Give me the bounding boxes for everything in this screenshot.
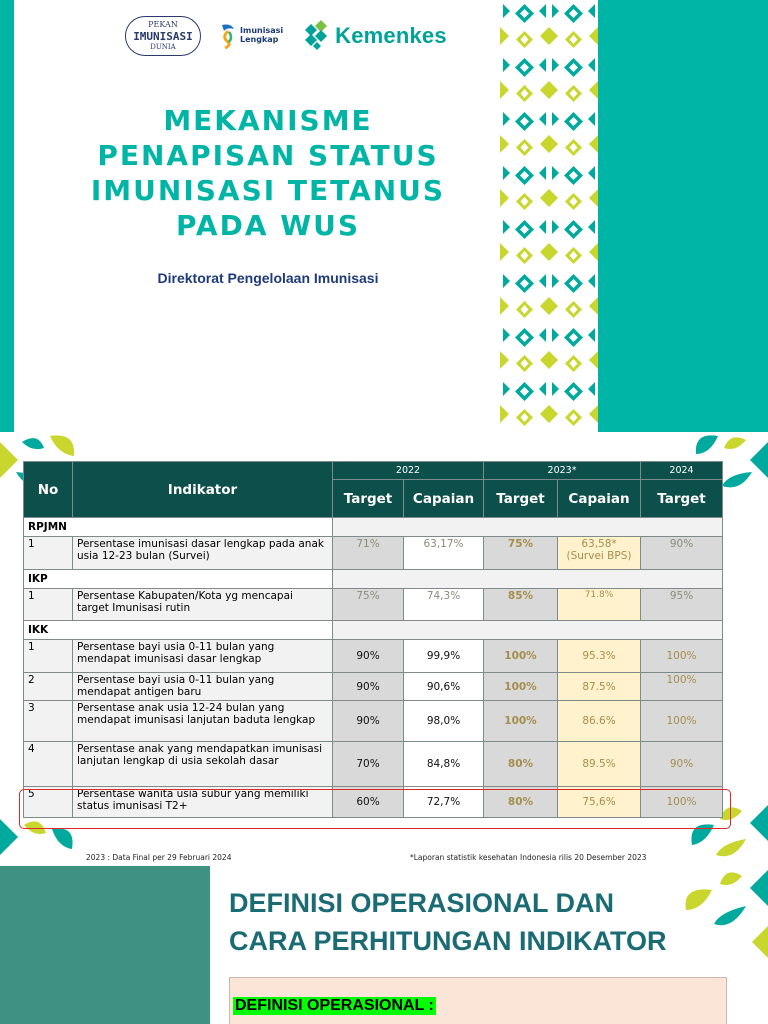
table-row: 1 Persentase imunisasi dasar lengkap pada anak usia 12-23 bulan (Survei) 71% 63,17% 75% 63,58* (Survei BPS) 90% [24, 537, 723, 570]
batik-pattern-decoration [500, 0, 598, 432]
left-accent-bar [0, 0, 14, 432]
column-header-capaian-2023: Capaian [558, 480, 641, 518]
section-label: RPJMN [24, 518, 333, 537]
column-header-target-2022: Target [333, 480, 404, 518]
slide-definisi-title: DEFINISI OPERASIONAL DAN CARA PERHITUNGAN INDIKATOR [229, 888, 667, 956]
column-header-indikator: Indikator [73, 462, 333, 518]
slide-title-heading: MEKANISME PENAPISAN STATUS IMUNISASI TETANUS PADA WUS [90, 104, 446, 242]
slide-indicator-table [0, 432, 768, 865]
table-row: 1 Persentase Kabupaten/Kota yg mencapai target Imunisasi rutin 75% 74,3% 85% 71.8% 95% [24, 589, 723, 621]
section-label: IKP [24, 570, 333, 589]
section-row-ikp [24, 570, 723, 589]
indicator-data-table [23, 461, 723, 818]
section-row-rpjmn [24, 518, 723, 537]
pekan-imunisasi-dunia-logo: PEKAN IMUNISASI DUNIA [125, 16, 201, 56]
table-row-highlighted: 5 Persentase wanita usia subur yang memiliki status imunisasi T2+ 60% 72,7% 80% 75,6% 100% [24, 787, 723, 818]
imunisasi-lengkap-icon [219, 23, 237, 49]
table-row: 4 Persentase anak yang mendapatkan imunisasi lanjutan lengkap di usia sekolah dasar 70% 84,8% 80% 89.5% 90% [24, 742, 723, 787]
right-accent-block [598, 0, 768, 432]
section-row-ikk [24, 621, 723, 640]
kemenkes-icon [301, 20, 331, 52]
table-row: 3 Persentase anak usia 12-24 bulan yang mendapat imunisasi lanjutan baduta lengkap 90% 98,0% 100% 86.6% 100% [24, 701, 723, 742]
column-header-no: No [24, 462, 73, 518]
corner-decoration-slide3 [672, 866, 768, 966]
slide-title [0, 0, 768, 432]
column-header-2024: 2024 [641, 462, 723, 480]
left-color-panel [0, 866, 210, 1024]
imunisasi-lengkap-logo: Imunisasi Lengkap [219, 23, 283, 49]
slide-subtitle: Direktorat Pengelolaan Imunisasi [157, 270, 379, 286]
kemenkes-logo: Kemenkes [301, 20, 447, 52]
indicator-table [23, 461, 722, 818]
section-label: IKK [24, 621, 333, 640]
column-header-target-2024: Target [641, 480, 723, 518]
column-header-target-2023: Target [484, 480, 558, 518]
column-header-capaian-2022: Capaian [404, 480, 484, 518]
column-header-2022: 2022 [333, 462, 484, 480]
definisi-label: DEFINISI OPERASIONAL : [235, 997, 434, 1014]
highlight-box [19, 789, 731, 829]
table-row: 1 Persentase bayi usia 0-11 bulan yang mendapat imunisasi dasar lengkap 90% 99,9% 100% 95.3% 100% [24, 640, 723, 673]
footnote-left: 2023 : Data Final per 29 Februari 2024 [86, 853, 232, 862]
logo-row [125, 14, 447, 58]
slide-definisi [0, 866, 768, 1024]
column-header-2023: 2023* [484, 462, 641, 480]
footnote-right: *Laporan statistik kesehatan Indonesia rilis 20 Desember 2023 [410, 853, 647, 862]
table-row: 2 Persentase bayi usia 0-11 bulan yang mendapat antigen baru 90% 90,6% 100% 87.5% 100% [24, 673, 723, 701]
